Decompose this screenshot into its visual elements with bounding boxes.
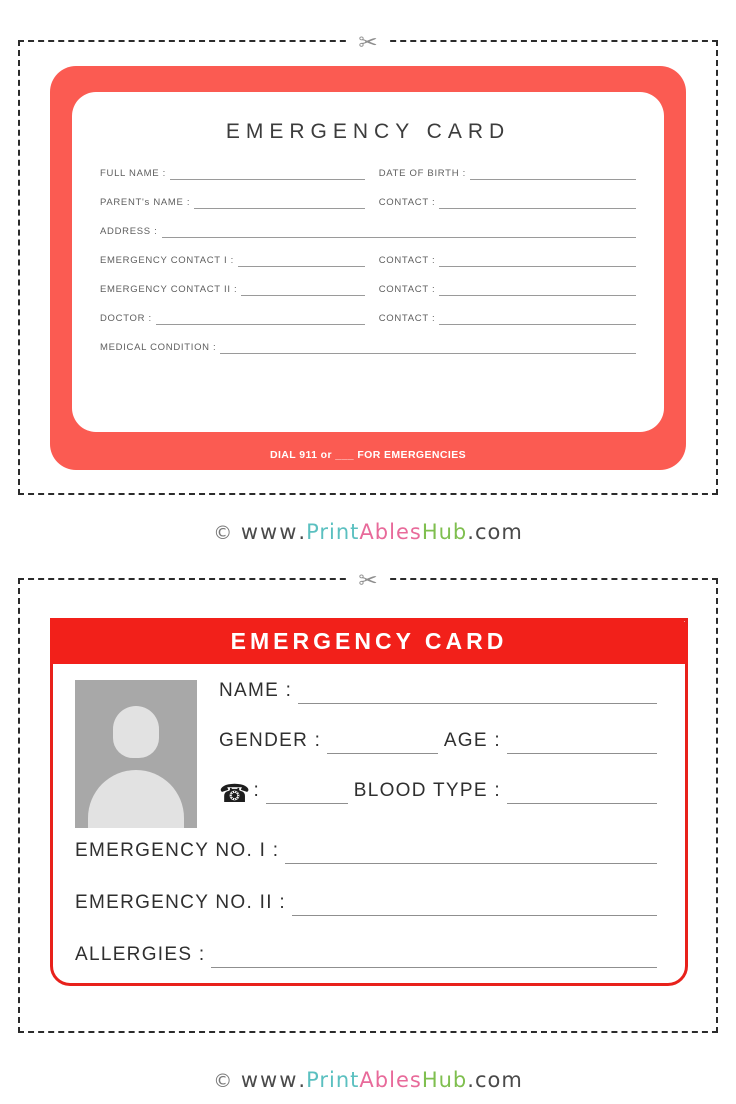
credit-dot2: . xyxy=(467,520,475,544)
field-label: EMERGENCY CONTACT II : xyxy=(100,284,238,295)
field-label: DOCTOR : xyxy=(100,313,152,324)
credit-rint: rint xyxy=(319,1068,360,1092)
credit-ub: ub xyxy=(438,1068,468,1092)
avatar-head xyxy=(113,706,159,758)
field-allergies[interactable] xyxy=(75,944,663,968)
phone-icon: ☎ xyxy=(219,780,252,808)
dial-instruction: DIAL 911 or ___ FOR EMERGENCIES xyxy=(269,449,466,461)
card-body xyxy=(53,664,685,968)
copyright-symbol: © xyxy=(213,1070,234,1092)
credit-a: A xyxy=(359,520,375,544)
field-date-of-birth[interactable] xyxy=(379,168,636,180)
write-line[interactable] xyxy=(170,169,365,180)
write-line[interactable] xyxy=(439,285,636,296)
site-credit-top xyxy=(0,520,736,544)
field-medical-condition[interactable] xyxy=(100,342,636,354)
credit-a: A xyxy=(359,1068,375,1092)
field-label: ALLERGIES : xyxy=(75,944,206,965)
write-line[interactable] xyxy=(470,169,636,180)
write-line[interactable] xyxy=(507,738,657,754)
field-doctor[interactable] xyxy=(100,313,379,325)
write-line[interactable] xyxy=(220,343,636,354)
write-line[interactable] xyxy=(156,314,365,325)
field-parents-name[interactable] xyxy=(100,197,379,209)
form-row xyxy=(100,313,636,325)
scissors-icon: ✂ xyxy=(348,566,388,594)
field-label: EMERGENCY NO. I : xyxy=(75,840,280,861)
credit-bles: bles xyxy=(374,1068,422,1092)
credit-bles: bles xyxy=(374,520,422,544)
field-emergency-no-2[interactable] xyxy=(75,892,663,916)
field-emergency-contact-1-number[interactable] xyxy=(379,255,636,267)
write-line[interactable] xyxy=(507,788,657,804)
field-label: EMERGENCY CONTACT I : xyxy=(100,255,234,266)
cut-sheet-top xyxy=(18,29,718,495)
field-label: DATE OF BIRTH : xyxy=(378,168,466,179)
credit-ub: ub xyxy=(438,520,468,544)
site-credit-bottom xyxy=(0,1068,736,1092)
field-label: GENDER : xyxy=(219,730,322,751)
field-label: ADDRESS : xyxy=(100,226,158,237)
field-name[interactable] xyxy=(219,680,663,704)
copyright-symbol: © xyxy=(213,522,234,544)
field-label: CONTACT : xyxy=(378,197,436,208)
card-header-bar xyxy=(50,618,688,664)
form-row xyxy=(100,255,636,267)
write-line[interactable] xyxy=(298,688,657,704)
credit-h: H xyxy=(421,520,439,544)
field-parent-contact[interactable] xyxy=(379,197,636,209)
field-doctor-contact[interactable] xyxy=(379,313,636,325)
emergency-card-photo xyxy=(50,618,688,986)
write-line[interactable] xyxy=(285,848,657,864)
form-row xyxy=(100,168,636,180)
credit-com: com xyxy=(474,1068,523,1092)
person-avatar-icon[interactable] xyxy=(75,680,197,828)
field-label-colon: : xyxy=(253,780,261,801)
form-row xyxy=(100,284,636,296)
scissors-icon: ✂ xyxy=(348,28,388,56)
credit-www: www xyxy=(240,1068,299,1092)
field-label-age: AGE : xyxy=(443,730,501,751)
field-full-name[interactable] xyxy=(100,168,379,180)
write-line[interactable] xyxy=(194,198,364,209)
field-emergency-contact-2-number[interactable] xyxy=(379,284,636,296)
write-line[interactable] xyxy=(327,738,438,754)
credit-rint: rint xyxy=(319,520,360,544)
write-line[interactable] xyxy=(162,227,636,238)
avatar-shoulders xyxy=(88,770,184,828)
form-row xyxy=(100,197,636,209)
secondary-fields xyxy=(75,830,663,968)
write-line[interactable] xyxy=(439,198,636,209)
write-line[interactable] xyxy=(238,256,365,267)
field-label: MEDICAL CONDITION : xyxy=(100,342,217,353)
form-row xyxy=(100,342,636,354)
field-gender-age[interactable] xyxy=(219,730,663,754)
cut-sheet-bottom xyxy=(18,567,718,1033)
write-line[interactable] xyxy=(439,256,636,267)
emergency-card-classic xyxy=(50,66,686,470)
credit-com: com xyxy=(474,520,523,544)
write-line[interactable] xyxy=(266,788,348,804)
field-emergency-contact-2[interactable] xyxy=(100,284,379,296)
field-emergency-contact-1[interactable] xyxy=(100,255,379,267)
write-line[interactable] xyxy=(439,314,636,325)
field-label: FULL NAME : xyxy=(100,168,166,179)
credit-h: H xyxy=(421,1068,439,1092)
primary-fields xyxy=(197,680,663,830)
field-label-blood-type: BLOOD TYPE : xyxy=(353,780,501,801)
field-label: NAME : xyxy=(219,680,293,701)
write-line[interactable] xyxy=(241,285,364,296)
card-title: EMERGENCY CARD xyxy=(230,627,508,654)
credit-p: P xyxy=(306,520,320,544)
field-label: CONTACT : xyxy=(378,313,436,324)
card-inner-panel xyxy=(72,92,664,432)
field-label: CONTACT : xyxy=(378,255,436,266)
credit-dot: . xyxy=(298,520,307,544)
field-label: EMERGENCY NO. II : xyxy=(75,892,286,913)
field-address[interactable] xyxy=(100,226,636,238)
credit-dot2: . xyxy=(467,1068,475,1092)
credit-p: P xyxy=(306,1068,320,1092)
field-label: CONTACT : xyxy=(378,284,436,295)
photo-and-fields xyxy=(75,680,663,830)
page-title: EMERGENCY CARD xyxy=(225,120,511,143)
write-line[interactable] xyxy=(211,952,657,968)
write-line[interactable] xyxy=(292,900,657,916)
credit-dot: . xyxy=(298,1068,307,1092)
credit-www: www xyxy=(240,520,299,544)
form-row xyxy=(100,226,636,238)
field-emergency-no-1[interactable] xyxy=(75,840,663,864)
field-label: PARENT's NAME : xyxy=(100,197,191,208)
field-phone-bloodtype[interactable] xyxy=(219,780,663,808)
